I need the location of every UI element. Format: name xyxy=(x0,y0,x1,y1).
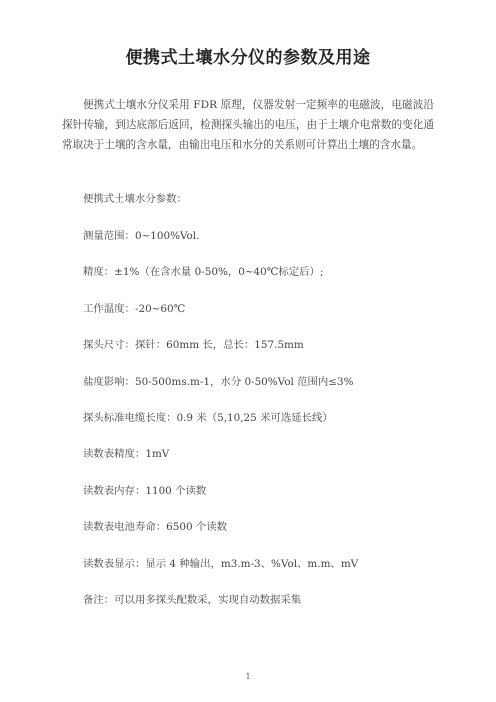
param-note: 备注：可以用多探头配数采，实现自动数据采集 xyxy=(83,594,302,606)
page-number: 1 xyxy=(245,672,251,681)
param-battery-life: 读数表电池寿命：6500 个读数 xyxy=(83,521,228,533)
param-meter-memory: 读数表内存：1100 个读数 xyxy=(83,485,207,497)
params-heading: 便携式土壤水分参数： xyxy=(83,193,187,205)
param-meter-accuracy: 读数表精度：1mV xyxy=(83,448,170,460)
intro-paragraph: 便携式土壤水分仪采用 FDR 原理，仪器发射一定频率的电磁波，电磁波沿探针传输，到达底部后返回，检测探头输出的电压，由于土壤介电常数的变化通常取决于土壤的含水量，由输出电压和水分的关系则可计算出土壤的含水量。 xyxy=(62,99,434,151)
page-title: 便携式土壤水分仪的参数及用途 xyxy=(125,48,371,68)
param-accuracy: 精度：±1%（在含水量 0-50%，0~40℃标定后）; xyxy=(83,266,324,278)
param-cable-length: 探头标准电缆长度：0.9 米（5,10,25 米可选延长线） xyxy=(83,412,333,424)
param-salinity: 盐度影响：50-500ms.m-1，水分 0-50%Vol 范围内≤3% xyxy=(83,376,354,388)
param-work-temp: 工作温度：-20~60℃ xyxy=(83,303,186,315)
param-measure-range: 测量范围：0~100%Vol. xyxy=(83,230,200,242)
param-probe-size: 探头尺寸：探针：60mm 长，总长：157.5mm xyxy=(83,339,304,351)
param-meter-display: 读数表显示：显示 4 种输出，m3.m-3、%Vol、m.m、mV xyxy=(83,558,359,570)
